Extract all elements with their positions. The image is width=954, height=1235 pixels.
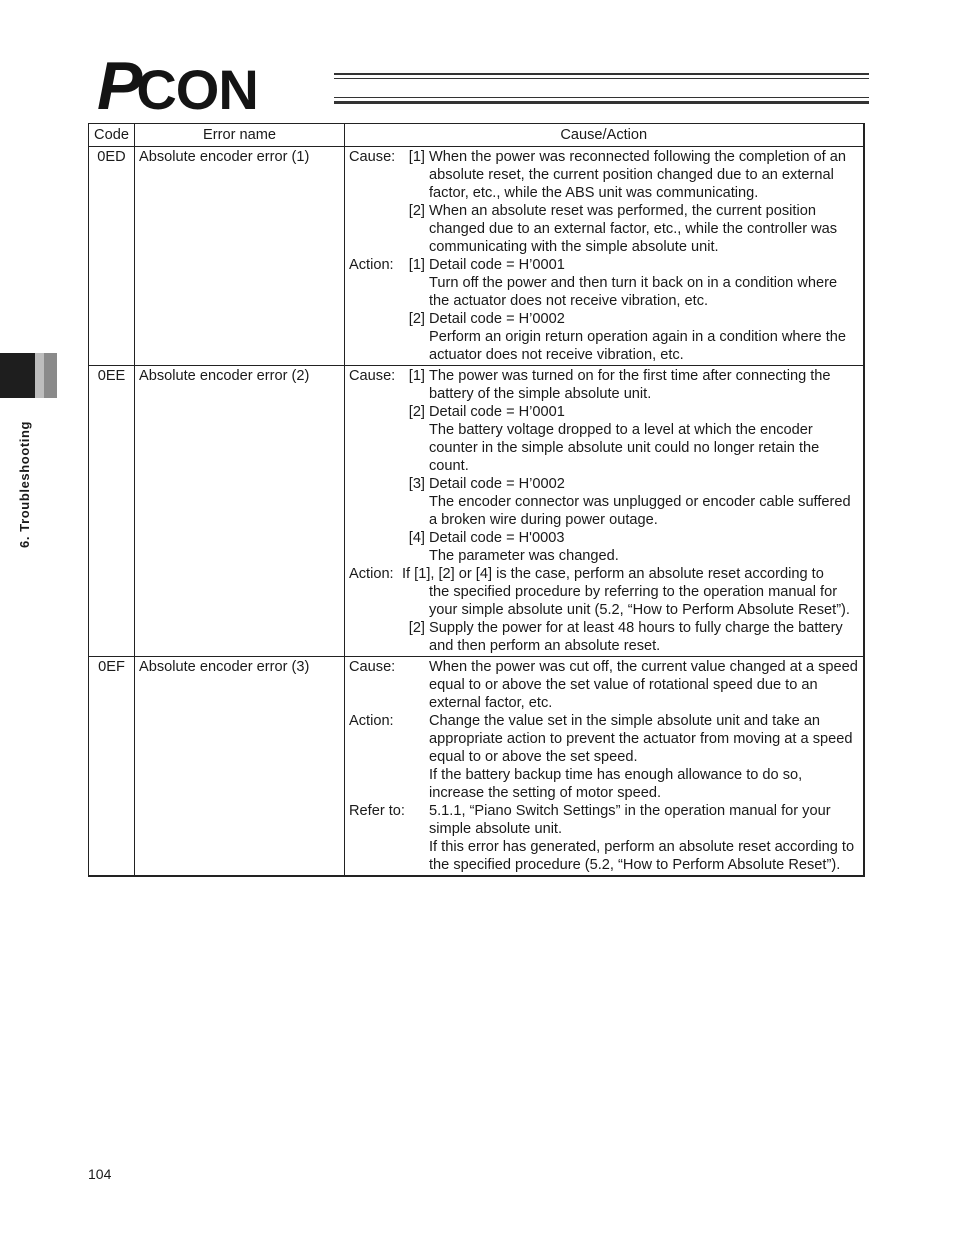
- cause-action-line: [2] When an absolute reset was performed, the current position changed due to an external factor, etc., while the controller was communicating with the simple absolute unit.: [408, 203, 838, 255]
- pcon-logo: [97, 48, 258, 124]
- cause-action-line: If the battery backup time has enough allowance to do so, increase the setting of motor speed.: [429, 767, 803, 801]
- cause-action-cell: [345, 147, 864, 366]
- logo-letters-con: CON: [136, 58, 258, 121]
- cause-action-line: If this error has generated, perform an absolute reset according to the specified procedure (5.2, “How to Perform Absolute Reset”).: [429, 839, 855, 873]
- header-rule: [334, 97, 869, 98]
- cause-action-line: Action: Change the value set in the simple absolute unit and take an appropriate action to prevent the actuator from moving at a speed equal to or above the set speed.: [349, 713, 853, 765]
- cause-action-line: the specified procedure by referring to the operation manual for your simple absolute unit (5.2, “How to Perform Absolute Reset”).: [429, 584, 850, 618]
- cause-action-line: Cause: [1] The power was turned on for the first time after connecting the battery of the simple absolute unit.: [349, 368, 831, 402]
- table-row: [89, 657, 864, 877]
- cause-action-line: [2] Detail code = H’0002: [408, 311, 565, 327]
- cause-action-cell: [345, 657, 864, 877]
- error-name: Absolute encoder error (3): [135, 657, 345, 877]
- header-rule: [334, 73, 869, 75]
- table-row: [89, 366, 864, 657]
- cause-action-line: The battery voltage dropped to a level at which the encoder counter in the simple absolute unit could no longer retain the count.: [429, 422, 820, 474]
- error-table: [88, 123, 865, 877]
- cause-action-line: [4] Detail code = H'0003: [408, 530, 565, 546]
- cause-action-line: Cause: [1] When the power was reconnected following the completion of an absolute reset, the current position changed due to an external factor, etc., while the ABS unit was communicating.: [349, 149, 846, 201]
- error-code: 0ED: [89, 147, 135, 366]
- error-code: 0EF: [89, 657, 135, 877]
- header-code: Code: [89, 124, 135, 147]
- cause-action-line: The parameter was changed.: [429, 548, 619, 564]
- cause-action-line: [2] Supply the power for at least 48 hours to fully charge the battery and then perform an absolute reset.: [408, 620, 843, 654]
- table-header-row: [89, 124, 864, 147]
- header-rule: [334, 101, 869, 104]
- cause-action-line: Cause: When the power was cut off, the current value changed at a speed equal to or above the set value of rotational speed due to an external factor, etc.: [349, 659, 858, 711]
- header-cause-action: Cause/Action: [345, 124, 864, 147]
- cause-action-line: Action: [1] Detail code = H’0001: [349, 257, 565, 273]
- error-name: Absolute encoder error (1): [135, 147, 345, 366]
- cause-action-line: Turn off the power and then turn it back on in a condition where the actuator does not receive vibration, etc.: [429, 275, 838, 309]
- chapter-tab-shade: [35, 353, 57, 398]
- error-code: 0EE: [89, 366, 135, 657]
- logo-letter-p: P: [97, 48, 141, 124]
- cause-action-line: Action: If [1], [2] or [4] is the case, perform an absolute reset according to: [349, 566, 824, 582]
- header-rule: [334, 78, 869, 79]
- error-name: Absolute encoder error (2): [135, 366, 345, 657]
- cause-action-line: Refer to: 5.1.1, “Piano Switch Settings” in the operation manual for your simple absolute unit.: [349, 803, 831, 837]
- cause-action-line: The encoder connector was unplugged or encoder cable suffered a broken wire during power outage.: [429, 494, 851, 528]
- cause-action-line: [3] Detail code = H’0002: [408, 476, 565, 492]
- chapter-label: 6. Troubleshooting: [17, 420, 32, 548]
- chapter-tab-block: [0, 353, 35, 398]
- cause-action-cell: [345, 366, 864, 657]
- cause-action-line: Perform an origin return operation again in a condition where the actuator does not receive vibration, etc.: [429, 329, 846, 363]
- table-row: [89, 147, 864, 366]
- cause-action-line: [2] Detail code = H’0001: [408, 404, 565, 420]
- page-number: 104: [88, 1166, 112, 1182]
- header-error-name: Error name: [135, 124, 345, 147]
